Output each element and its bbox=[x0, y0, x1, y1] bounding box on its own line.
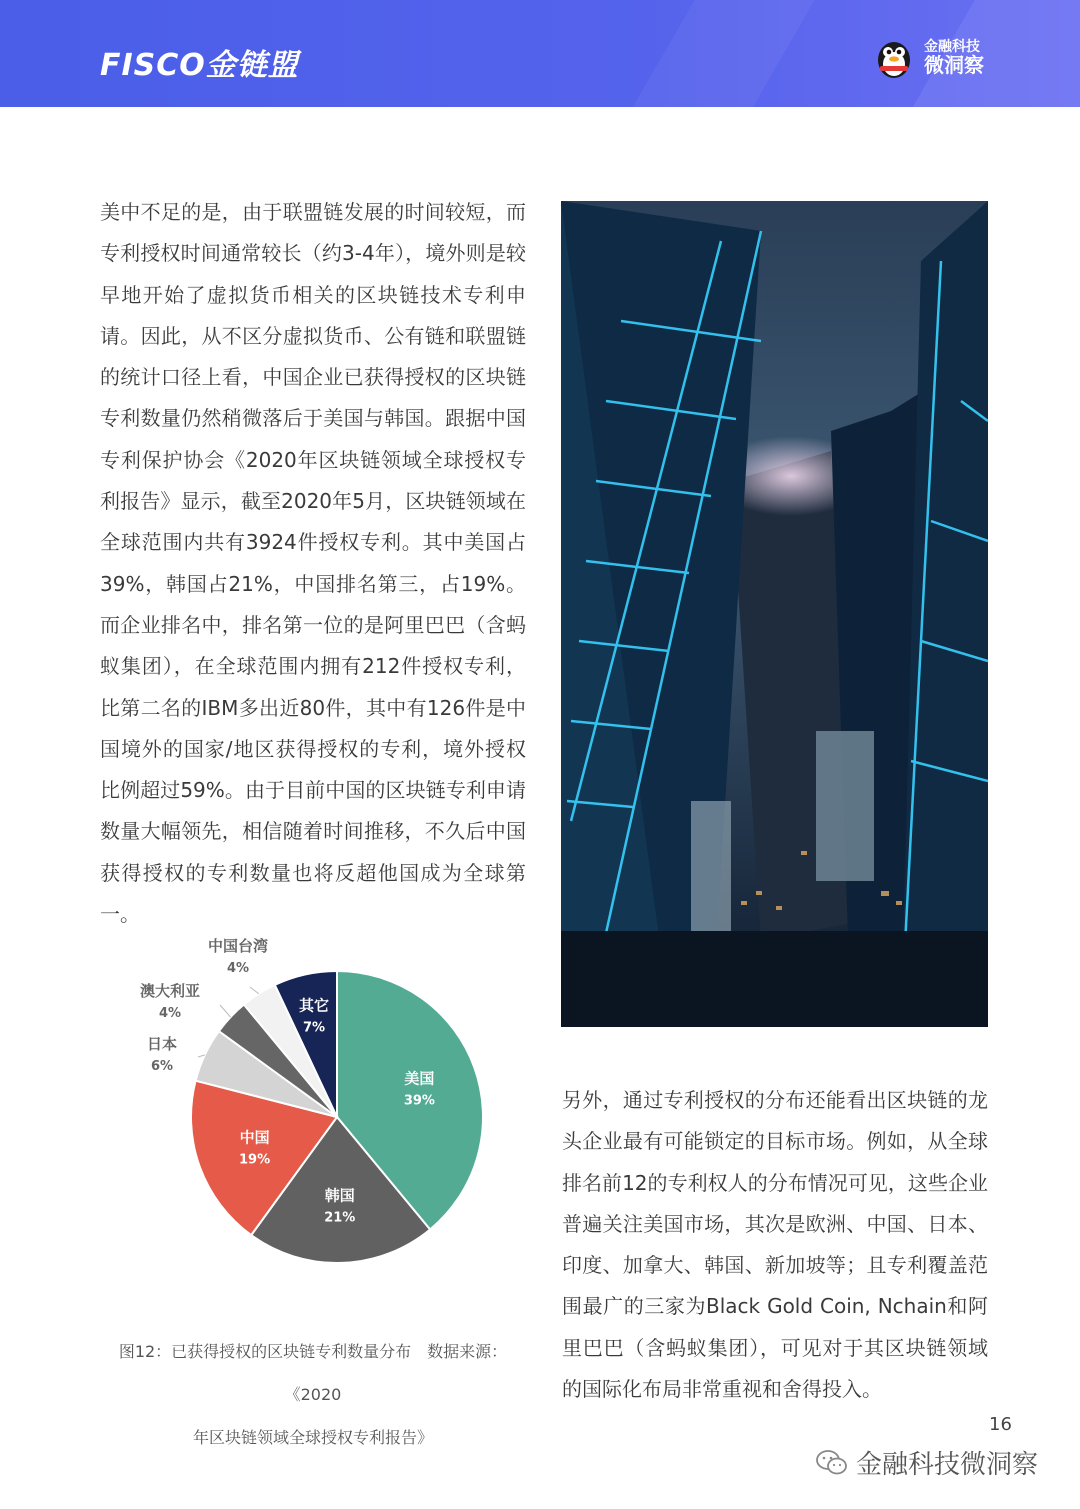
slice-pct: 19% bbox=[239, 1152, 271, 1168]
right-paragraph bbox=[562, 1080, 988, 1410]
left-text: 美中不足的是，由于联盟链发展的时间较短，而专利授权时间通常较长（约3-4年），境外则是较早地开始了虚拟货币相关的区块链技术专利申请。因此，从不区分虚拟货币、公有链和联盟链的统计口径上看，中国企业已获得授权的区块链专利数量仍然稍微落后于美国与韩国。跟据中国专利保护协会《2020年区块链领域全球授权专利报告》显示，截至2020年5月，区块链领域在全球范围内共有3924件授权专利。其中美国占39%，韩国占21%，中国排名第三，占19%。而企业排名中，排名第一位的是阿里巴巴（含蚂蚁集团），在全球范围内拥有212件授权专利，比第二名的IBM多出近80件，其中有126件是中国境外的国家/地区获得授权的专利，境外授权比例超过59%。由于目前中国的区块链专利申请数量大幅领先，相信随着时间推移，不久后中国获得授权的专利数量也将反超他国成为全球第一。 bbox=[100, 200, 526, 927]
figure-caption bbox=[100, 1330, 526, 1459]
slice-label: 澳大利亚 bbox=[139, 982, 201, 1000]
slice-label: 美国 bbox=[404, 1069, 435, 1088]
slice-label: 其它 bbox=[299, 996, 330, 1015]
slice-label: 韩国 bbox=[324, 1186, 355, 1205]
brand-line2: 微洞察 bbox=[924, 52, 984, 77]
leader-line bbox=[220, 1005, 231, 1017]
wechat-icon bbox=[816, 1449, 848, 1477]
slice-pct: 6% bbox=[150, 1059, 174, 1074]
leader-line bbox=[250, 987, 259, 994]
city-night-photo bbox=[561, 201, 988, 1027]
patent-pie-chart bbox=[100, 935, 530, 1275]
slice-pct: 39% bbox=[403, 1093, 435, 1109]
penguin-icon bbox=[872, 36, 916, 80]
slice-pct: 7% bbox=[303, 1020, 326, 1036]
header-banner bbox=[0, 0, 1080, 107]
wechat-watermark bbox=[816, 1444, 1038, 1481]
right-text: 另外，通过专利授权的分布还能看出区块链的龙头企业最有可能锁定的目标市场。例如，从全球排名前12的专利权人的分布情况可见，这些企业普遍关注美国市场，其次是欧洲、中国、日本、印度、加拿大、韩国、新加坡等；且专利覆盖范围最广的三家为Black Gold Coin, Nchain和阿里巴巴（含蚂蚁集团），可见对于其区块链领域的国际化布局非常重视和舍得投入。 bbox=[562, 1088, 988, 1402]
brand-line1: 金融科技 bbox=[924, 39, 980, 56]
wechat-brand bbox=[872, 36, 984, 80]
slice-label: 中国台湾 bbox=[207, 937, 269, 955]
fisco-logo: FISCO金链盟 bbox=[100, 48, 299, 83]
slice-label: 日本 bbox=[146, 1035, 178, 1053]
caption-line2: 年区块链领域全球授权专利报告》 bbox=[192, 1428, 433, 1447]
left-paragraph bbox=[100, 192, 526, 935]
slice-label: 中国 bbox=[239, 1128, 270, 1147]
watermark-text: 金融科技微洞察 bbox=[856, 1450, 1039, 1480]
page-number: 16 bbox=[989, 1414, 1012, 1435]
slice-pct: 21% bbox=[324, 1210, 356, 1226]
slice-pct: 4% bbox=[226, 961, 250, 976]
caption-line1: 图12：已获得授权的区块链专利数量分布 数据来源：《2020 bbox=[118, 1342, 508, 1404]
slice-pct: 4% bbox=[158, 1006, 182, 1021]
